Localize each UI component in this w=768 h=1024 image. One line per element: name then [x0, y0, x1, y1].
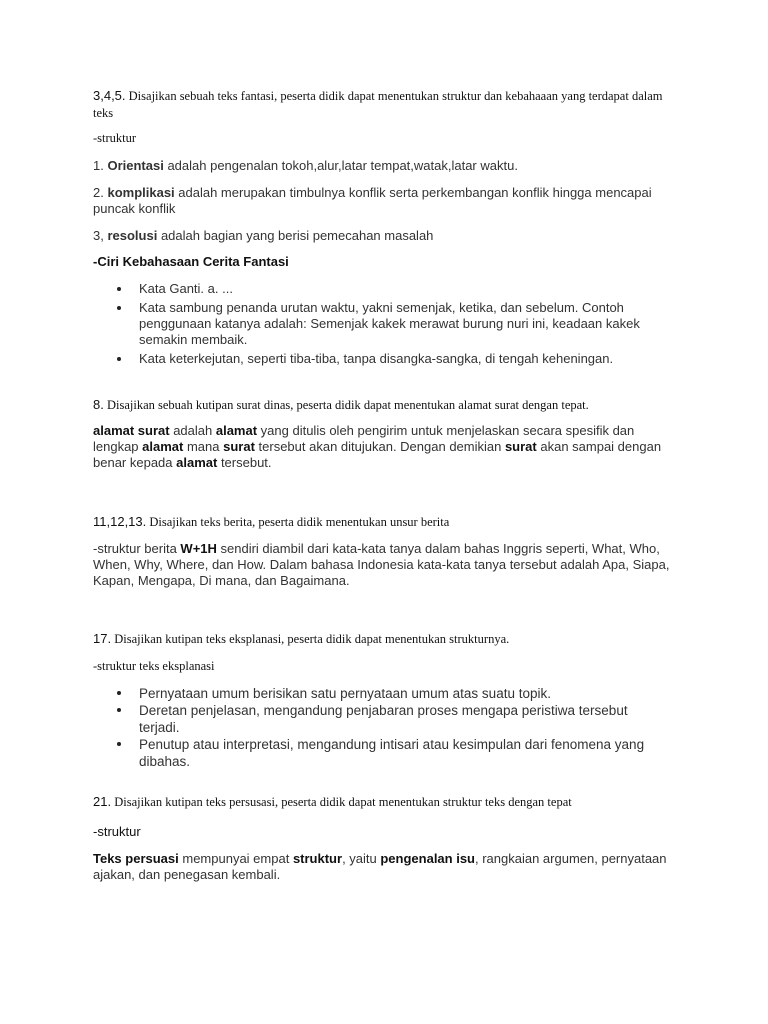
ciri-kebahasaan-list [93, 281, 683, 367]
list-item: Deretan penjelasan, mengandung penjabaran proses mengapa peristiwa tersebut terjadi. [93, 702, 653, 736]
struktur-eksplanasi-label: -struktur teks eksplanasi [93, 659, 215, 673]
list-item: Kata Ganti. a. ... [93, 281, 683, 297]
list-item: Pernyataan umum berisikan satu pernyataan umum atas suatu topik. [93, 685, 653, 702]
bullet-icon [117, 742, 121, 746]
teks-persuasi-paragraph: Teks persuasi mempunyai empat struktur, yaitu pengenalan isu, rangkaian argumen, pernyataan ajakan, dan penegasan kembali. [93, 851, 667, 882]
struktur-label: -struktur [93, 131, 137, 145]
section-heading-persuasi: 21. Disajikan kutipan teks persusasi, peserta didik dapat menentukan struktur teks dengan tepat [93, 794, 572, 809]
bullet-icon [117, 357, 121, 361]
orientasi-paragraph: 1. Orientasi adalah pengenalan tokoh,alur,latar tempat,watak,latar waktu. [93, 158, 518, 173]
section-heading-fantasi: 3,4,5. Disajikan sebuah teks fantasi, peserta didik dapat menentukan struktur dan kebahaaan yang terdapat dalam teks [93, 88, 663, 120]
bullet-icon [117, 287, 121, 291]
list-item: Penutup atau interpretasi, mengandung intisari atau kesimpulan dari fenomena yang dibahas. [93, 736, 653, 770]
ciri-kebahasaan-heading: -Ciri Kebahasaan Cerita Fantasi [93, 254, 289, 269]
struktur-persuasi-label: -struktur [93, 824, 141, 839]
section-heading-eksplanasi: 17. Disajikan kutipan teks eksplanasi, peserta didik dapat menentukan strukturnya. [93, 631, 510, 646]
bullet-icon [117, 691, 121, 695]
bullet-icon [117, 306, 121, 310]
eksplanasi-list [93, 685, 653, 770]
komplikasi-paragraph: 2. komplikasi adalah merupakan timbulnya konflik serta perkembangan konflik hingga mencapai puncak konflik [93, 185, 652, 216]
list-item: Kata sambung penanda urutan waktu, yakni semenjak, ketika, dan sebelum. Contoh penggunaan katanya adalah: Semenjak kakek merawat burung nuri ini, keadaan kakek semakin membaik. [93, 300, 683, 348]
section-heading-berita: 11,12,13. Disajikan teks berita, peserta didik menentukan unsur berita [93, 514, 450, 529]
resolusi-paragraph: 3, resolusi adalah bagian yang berisi pemecahan masalah [93, 228, 434, 243]
section-heading-surat-dinas: 8. Disajikan sebuah kutipan surat dinas, peserta didik dapat menentukan alamat surat dengan tepat. [93, 397, 589, 412]
list-item: Kata keterkejutan, seperti tiba-tiba, tanpa disangka-sangka, di tengah keheningan. [93, 351, 683, 367]
bullet-icon [117, 708, 121, 712]
struktur-berita-paragraph: -struktur berita W+1H sendiri diambil dari kata-kata tanya dalam bahas Inggris seperti, What, Who, When, Why, Where, dan How. Dalam bahasa Indonesia kata-kata tanya tersebut adalah Apa, Siapa, Kapan, Mengapa, Di mana, dan Bagaimana. [93, 541, 670, 588]
alamat-surat-paragraph: alamat surat adalah alamat yang ditulis oleh pengirim untuk menjelaskan secara spesifik dan lengkap alamat mana surat tersebut akan ditujukan. Dengan demikian surat akan sampai dengan benar kepada alamat tersebut. [93, 423, 662, 470]
